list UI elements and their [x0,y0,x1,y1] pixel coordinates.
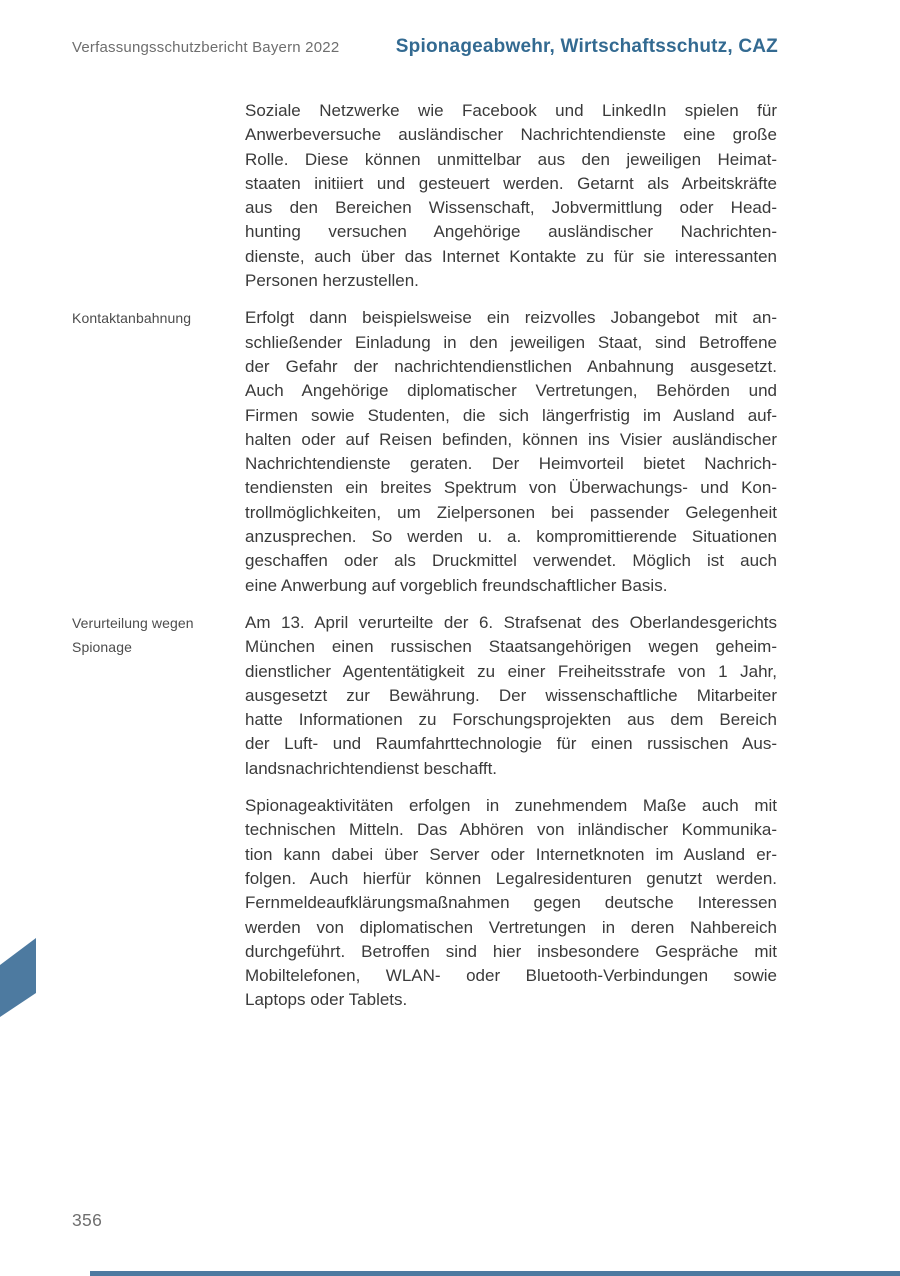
text-line: dienstlicher Agententätigkeit zu einer Freiheitsstrafe von 1 Jahr, [245,661,777,681]
margin-label-kontaktanbahnung: Kontaktanbahnung [72,310,192,327]
text-line: durchgeführt. Betroffen sind hier insbesondere Gespräche mit [245,941,777,961]
chapter-marker-shape [0,938,36,1018]
text-line: tion kann dabei über Server oder Internetknoten im Ausland er- [245,844,777,864]
running-header-left: Verfassungsschutzbericht Bayern 2022 [72,39,340,56]
text-line: der Gefahr der nachrichtendienstlichen Anbahnung ausgesetzt. [245,356,777,376]
text-line: dienste, auch über das Internet Kontakte zu für sie interessanten [245,246,777,266]
text-line: eine Anwerbung auf vorgeblich freundschaftlicher Basis. [245,575,668,595]
text-line: aus den Bereichen Wissenschaft, Jobvermittlung oder Head- [245,198,777,218]
margin-label [72,794,245,1013]
text-line: trollmöglichkeiten, um Zielpersonen bei passender Gelegenheit [245,502,777,522]
text-line: Laptops oder Tablets. [245,990,408,1010]
paragraph-kontaktanbahnung [72,306,777,598]
text-line: Am 13. April verurteilte der 6. Strafsenat des Oberlandesgerichts [245,612,777,632]
running-header-right: Spionageabwehr, Wirtschaftsschutz, CAZ [395,36,778,57]
text-line: Firmen sowie Studenten, die sich längerfristig im Ausland auf- [245,405,777,425]
paragraph-text [245,611,777,781]
text-line: Fernmeldeaufklärungsmaßnahmen gegen deutsche Interessen [245,893,777,913]
text-line: technischen Mitteln. Das Abhören von inländischer Kommunika- [245,820,777,840]
text-line: Rolle. Diese können unmittelbar aus den jeweiligen Heimat- [245,149,777,169]
footer-accent-bar [90,1271,900,1276]
text-line: ausgesetzt zur Bewährung. Der wissenschaftliche Mitarbeiter [245,685,777,705]
text-line: Nachrichtendienste geraten. Der Heimvorteil bietet Nachrich- [245,454,777,474]
paragraph-verurteilung [72,611,777,781]
text-line: Spionageaktivitäten erfolgen in zunehmendem Maße auch mit [245,796,777,816]
text-line: anzusprechen. So werden u. a. kompromittierende Situationen [245,527,777,547]
paragraph-text [245,99,777,293]
text-line: geschaffen oder als Druckmittel verwendet. Möglich ist auch [245,551,777,571]
text-line: folgen. Auch hierfür können Legalresidenturen genutzt werden. [245,868,777,888]
text-line: schließender Einladung in den jeweiligen Staat, sind Betroffene [245,332,777,352]
text-line: tendiensten ein breites Spektrum von Überwachungs- und Kon- [245,478,777,498]
margin-label [72,99,245,293]
paragraph-text [245,794,777,1013]
text-line: Personen herzustellen. [245,271,419,291]
text-line: Mobiltelefonen, WLAN- oder Bluetooth-Verbindungen sowie [245,966,777,986]
text-line: Soziale Netzwerke wie Facebook und LinkedIn spielen für [245,101,777,120]
margin-label-verurteilung: Verurteilung wegen Spionage [72,614,194,656]
text-line: werden von diplomatischen Vertretungen in deren Nahbereich [245,917,777,937]
paragraph-text [245,306,777,598]
text-line: München einen russischen Staatsangehörigen wegen geheim- [245,637,777,657]
text-line: halten oder auf Reisen befinden, können ins Visier ausländischer [245,429,777,449]
text-line: Auch Angehörige diplomatischer Vertretungen, Behörden und [245,381,777,401]
text-line: hatte Informationen zu Forschungsprojekten aus dem Bereich [245,710,777,730]
text-line: staaten initiiert und gesteuert werden. Getarnt als Arbeitskräfte [245,173,777,193]
page-content [72,99,777,1026]
text-line: Erfolgt dann beispielsweise ein reizvolles Jobangebot mit an- [245,308,777,328]
page-number: 356 [72,1210,103,1230]
paragraph-social-networks [72,99,777,293]
paragraph-technische-mittel [72,794,777,1013]
text-line: der Luft- und Raumfahrttechnologie für einen russischen Aus- [245,734,777,754]
text-line: hunting versuchen Angehörige ausländischer Nachrichten- [245,222,777,242]
text-line: Anwerbeversuche ausländischer Nachrichtendienste eine große [245,125,777,145]
text-line: landsnachrichtendienst beschafft. [245,758,498,778]
running-header [72,36,778,58]
